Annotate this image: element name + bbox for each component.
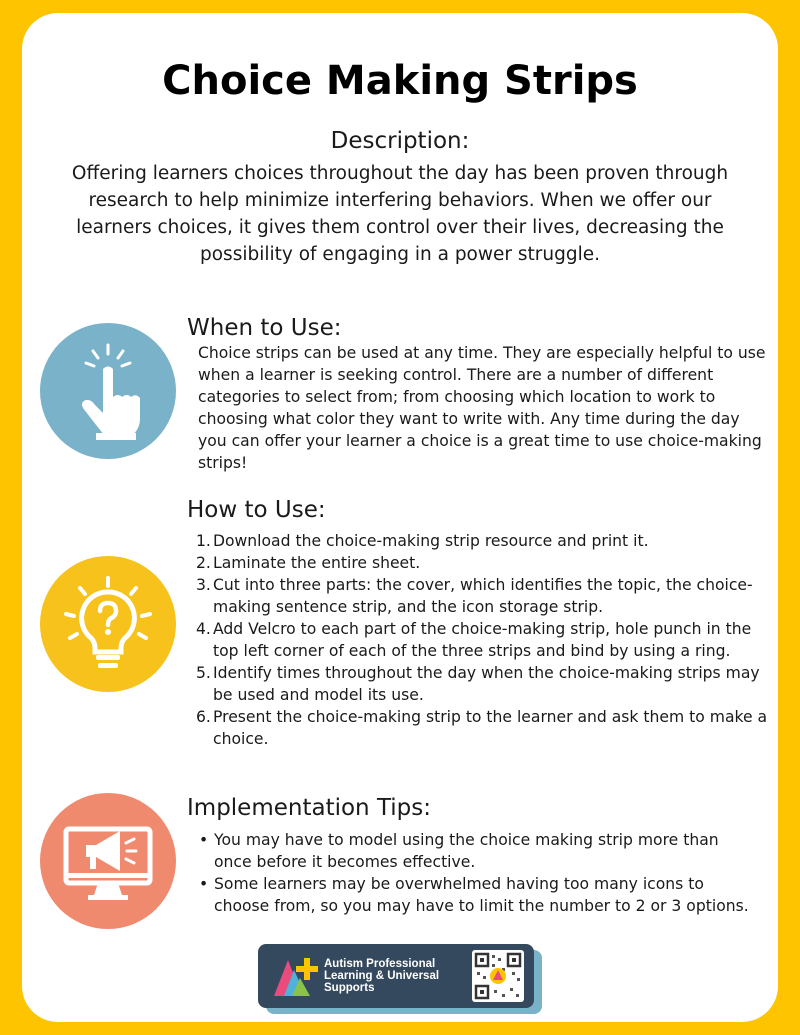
when-to-use-heading: When to Use: [187, 315, 342, 341]
lightbulb-question-icon [40, 556, 176, 692]
page-title: Choice Making Strips [162, 58, 638, 104]
bullet-icon: • [199, 875, 209, 893]
apl-logo-icon [270, 952, 320, 1000]
when-to-use-text: Choice strips can be used at any time. They are especially helpful to use when a learner is seeking control. There are a number of different categories to select from; from choosing which location to work to choosing what color they want to write with. Any time during the day you can offer your learner a choice is a great time to use choice-making strips! [198, 344, 766, 472]
list-item: • You may have to model using the choice making strip more than once before it becomes effective. [199, 831, 719, 871]
implementation-tips-list [196, 829, 756, 917]
list-item: 3. Cut into three parts: the cover, which identifies the topic, the choice-making sentence strip, and the icon storage strip. [196, 576, 753, 616]
qr-code-icon [472, 950, 524, 1002]
footer-logo[interactable] [258, 944, 534, 1008]
pointing-hand-icon [40, 323, 176, 459]
how-to-use-heading: How to Use: [187, 497, 326, 523]
list-item: 6. Present the choice-making strip to the learner and ask them to make a choice. [196, 708, 768, 748]
description-heading: Description: [330, 128, 470, 154]
logo-text: Autism Professional Learning & Universal Supports [324, 958, 440, 994]
description-text: Offering learners choices throughout the day has been proven through research to help minimize interfering behaviors. When we offer our learners choices, it gives them control over their lives, decreasing the possibility of engaging in a power struggle. [71, 163, 729, 265]
list-item: 2. Laminate the entire sheet. [196, 554, 421, 572]
bullet-icon: • [199, 831, 209, 849]
how-to-use-steps [196, 530, 771, 750]
monitor-megaphone-icon [40, 793, 176, 929]
list-item: 1. Download the choice-making strip resource and print it. [196, 532, 649, 550]
list-item: 5. Identify times throughout the day when the choice-making strips may be used and model its use. [196, 664, 760, 704]
list-item: 4. Add Velcro to each part of the choice-making strip, hole punch in the top left corner of each of the three strips and bind by using a ring. [196, 620, 752, 660]
implementation-tips-heading: Implementation Tips: [187, 795, 432, 821]
list-item: • Some learners may be overwhelmed having too many icons to choose from, so you may have to limit the number to 2 or 3 options. [199, 875, 749, 915]
